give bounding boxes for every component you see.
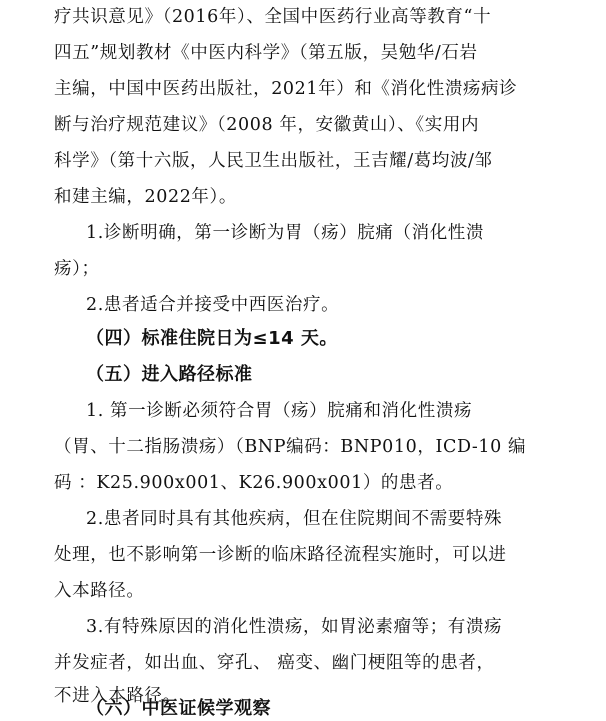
list-item-2-line: 2.患者适合并接受中西医治疗。 xyxy=(86,295,340,315)
paragraph-line: 疗共识意见》（2016年）、全国中医药行业高等教育“十 xyxy=(54,7,492,27)
list-item-1-line: （胃、十二指肠溃疡）（BNP编码：BNP010，ICD-10 编 xyxy=(54,437,527,457)
list-item-3-line: 3.有特殊原因的消化性溃疡，如胃泌素瘤等；有溃疡 xyxy=(86,617,503,637)
list-item-3-line: 不进入本路径。 xyxy=(54,686,181,706)
list-item-1-line: 码 ：K25.900x001、K26.900x001）的患者。 xyxy=(54,473,454,493)
section-heading-4: （四）标准住院日为≤14 天。 xyxy=(86,328,338,349)
list-item-1-line: 1. 第一诊断必须符合胃（疡）脘痛和消化性溃疡 xyxy=(86,401,473,421)
list-item-3-line: 并发症者，如出血、穿孔、 癌变、幽门梗阻等的患者， xyxy=(54,653,495,673)
paragraph-line: 断与治疗规范建议》（2008 年，安徽黄山）、《实用内 xyxy=(54,115,480,135)
list-item-2-line: 2.患者同时具有其他疾病，但在住院期间不需要特殊 xyxy=(86,509,503,529)
list-item-2-line: 处理，也不影响第一诊断的临床路径流程实施时，可以进 xyxy=(54,545,507,565)
paragraph-line: 和建主编，2022年）。 xyxy=(54,187,237,207)
paragraph-line: 主编，中国中医药出版社，2021年）和《消化性溃疡病诊 xyxy=(54,79,518,99)
paragraph-line: 科学》（第十六版，人民卫生出版社，王吉耀/葛均波/邹 xyxy=(54,151,493,171)
list-item-1-line: 疡）； xyxy=(54,259,100,279)
section-heading-5: （五）进入路径标准 xyxy=(86,364,253,385)
list-item-2-line: 入本路径。 xyxy=(54,581,145,601)
paragraph-line: 四五”规划教材《中医内科学》（第五版，吴勉华/石岩 xyxy=(54,43,478,63)
list-item-1-line: 1.诊断明确，第一诊断为胃（疡）脘痛（消化性溃 xyxy=(86,223,484,243)
section-heading-6: （六）中医证候学观察 xyxy=(86,698,271,719)
